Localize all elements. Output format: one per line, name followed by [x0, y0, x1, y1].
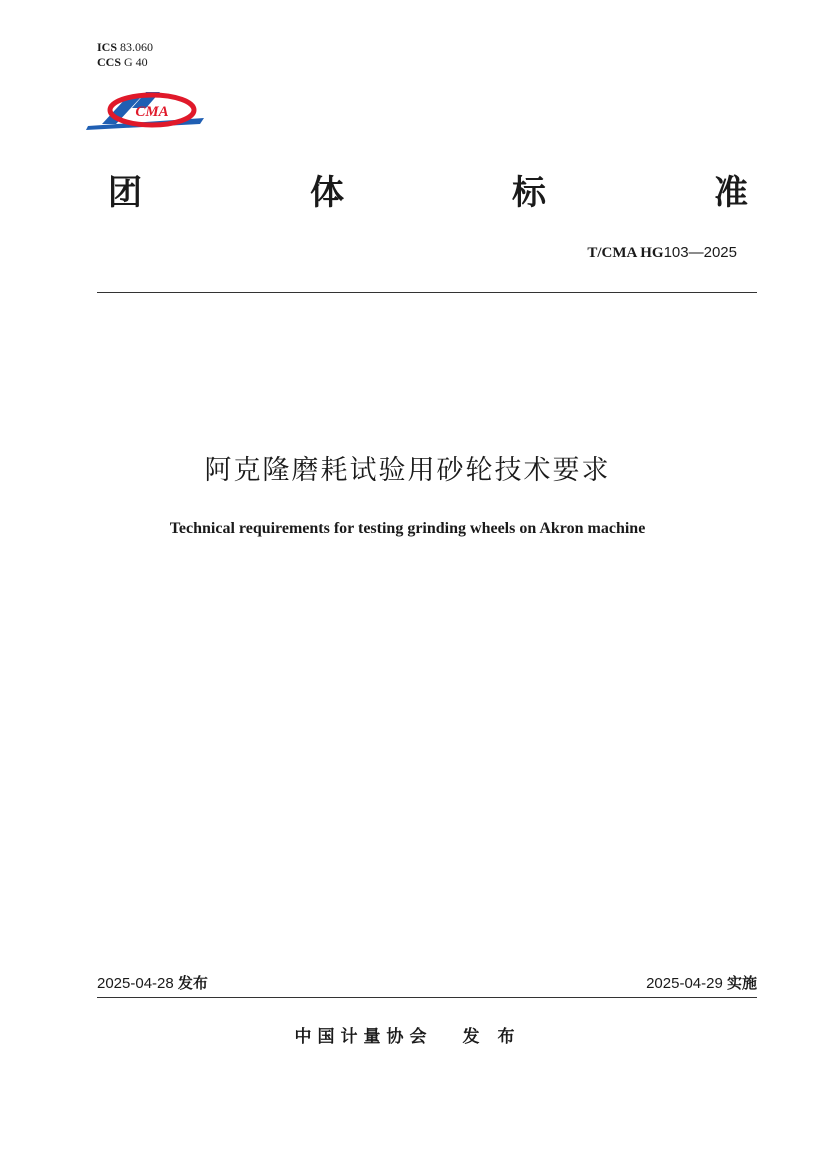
- ics-code: [97, 40, 153, 55]
- standard-number-value: 103—2025: [663, 244, 737, 261]
- doc-type-char: 准: [714, 172, 748, 213]
- cma-logo-icon: [84, 86, 210, 134]
- implementation-date-value: 2025-04-29: [646, 975, 723, 992]
- standard-number: [587, 244, 737, 262]
- doc-type-char: 体: [310, 172, 344, 213]
- implementation-date: [646, 972, 757, 993]
- publisher-name: 中国计量协会: [294, 1027, 433, 1047]
- doc-type-char: 团: [108, 172, 142, 213]
- ccs-label: CCS: [97, 55, 122, 69]
- ics-value: 83.060: [120, 40, 154, 54]
- doc-type-char: 标: [512, 172, 546, 213]
- ccs-code: [97, 55, 153, 70]
- issue-date: [97, 972, 208, 993]
- bottom-divider: [97, 997, 757, 998]
- document-type-title: [108, 165, 748, 213]
- ics-label: ICS: [97, 40, 118, 54]
- implementation-date-label: 实施: [726, 974, 757, 992]
- ccs-value: G 40: [124, 55, 148, 69]
- title-chinese: 阿克隆磨耗试验用砂轮技术要求: [204, 455, 611, 486]
- classification-codes: [97, 40, 153, 70]
- logo-text: CMA: [135, 104, 169, 120]
- issue-date-label: 发布: [177, 974, 208, 992]
- issue-date-value: 2025-04-28: [97, 975, 174, 992]
- publisher-action: 发 布: [462, 1027, 521, 1047]
- standard-number-prefix: T/CMA HG: [587, 245, 664, 261]
- top-divider: [97, 292, 757, 293]
- publisher: [0, 1022, 815, 1047]
- title-english: Technical requirements for testing grinding wheels on Akron machine: [169, 520, 646, 537]
